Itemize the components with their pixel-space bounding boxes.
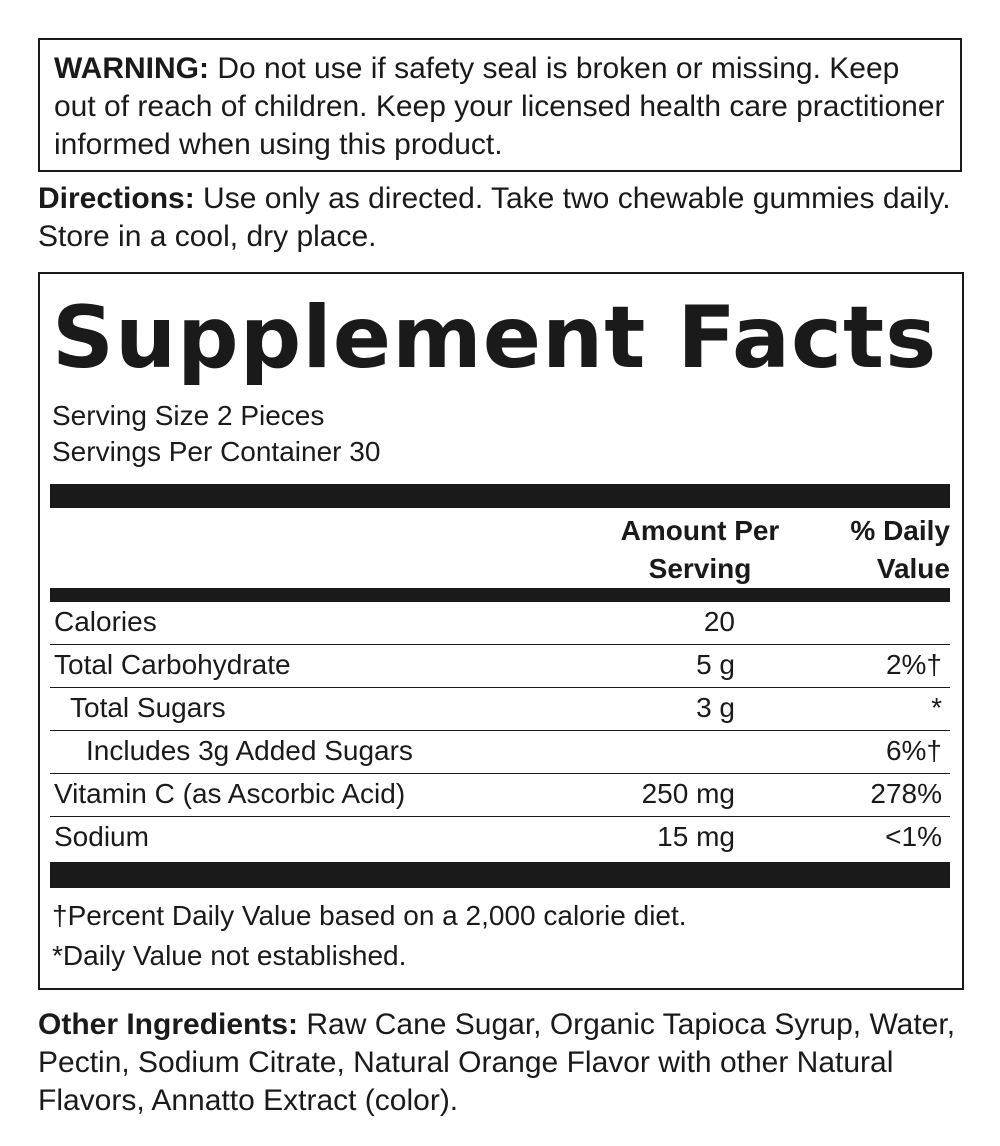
nutrient-dv: 6%†: [885, 735, 942, 766]
nutrient-amount: 5 g: [696, 649, 735, 680]
nutrient-amount: 20: [703, 606, 735, 637]
directions: [38, 180, 962, 256]
nutrient-row: [50, 817, 950, 860]
column-header-amount: Amount Per Serving: [620, 515, 780, 584]
nutrient-row: [50, 774, 950, 817]
supplement-facts-panel: [38, 272, 964, 990]
thick-divider-header: [50, 588, 950, 602]
nutrient-dv: 2%†: [885, 649, 942, 680]
nutrient-row: [50, 645, 950, 688]
footnote-not-established: *Daily Value not established.: [52, 940, 407, 971]
nutrient-row: [50, 688, 950, 731]
nutrient-amount: 15 mg: [657, 821, 735, 852]
directions-label: Directions:: [38, 182, 195, 215]
serving-size: Serving Size 2 Pieces: [52, 400, 325, 431]
other-ingredients: [38, 1006, 962, 1120]
warning-label: WARNING:: [54, 52, 209, 85]
nutrient-row: [50, 731, 950, 774]
footnote-daily-value: †Percent Daily Value based on a 2,000 calorie diet.: [52, 900, 687, 931]
servings-per-container: Servings Per Container 30: [52, 436, 381, 467]
other-ingredients-text: Raw Cane Sugar, Organic Tapioca Syrup, Water, Pectin, Sodium Citrate, Natural Orange Flavor with other Natural Flavors, Annatto Extract (color).: [38, 1008, 956, 1117]
thick-divider-top: [50, 484, 950, 508]
nutrient-name: Total Carbohydrate: [54, 649, 291, 680]
thick-divider-bottom: [50, 862, 950, 888]
nutrient-amount: 250 mg: [641, 778, 735, 809]
nutrient-name: Total Sugars: [70, 692, 226, 723]
nutrient-dv: 278%: [870, 778, 942, 809]
other-ingredients-label: Other Ingredients:: [38, 1008, 299, 1041]
nutrient-name: Calories: [54, 606, 157, 637]
directions-text: Use only as directed. Take two chewable gummies daily. Store in a cool, dry place.: [38, 182, 951, 253]
nutrient-name: Sodium: [54, 821, 149, 852]
nutrient-dv: *: [931, 692, 942, 723]
column-header-daily-value: % Daily Value: [850, 515, 950, 584]
facts-title: Supplement Facts: [52, 288, 938, 388]
nutrient-amount: 3 g: [696, 692, 735, 723]
nutrient-row: [50, 602, 950, 645]
nutrient-name: Vitamin C (as Ascorbic Acid): [54, 778, 406, 809]
nutrient-dv: <1%: [885, 821, 942, 852]
warning-text: Do not use if safety seal is broken or missing. Keep out of reach of children. Keep your licensed health care practitioner informed when using this product.: [54, 52, 945, 161]
nutrient-name: Includes 3g Added Sugars: [86, 735, 413, 766]
warning-box: [38, 38, 962, 172]
